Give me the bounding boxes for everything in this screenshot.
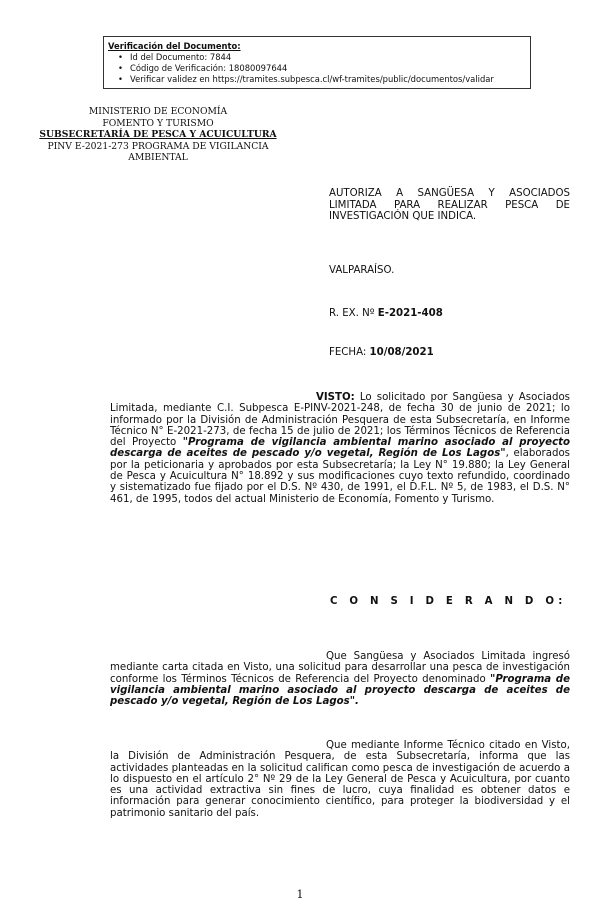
- p2-text: Que mediante Informe Técnico citado en Visto, la División de Administración Pesquera, de esta Subsecretaría, informa que las actividades planteadas en la solicitud califican como pesca de investigación de acuerdo a lo dispuesto en el artículo 2° Nº 29 de la Ley General de Pesca y Acuicultura, por cuanto es una actividad extractiva sin fines de lucro, cuya finalidad es obtener datos e información para generar conocimiento científico, para proteger la biodiversidad y el patrimonio sanitario del país.: [110, 740, 570, 819]
- visto-text-1: Lo solicitado por Sangüesa y Asociados Limitada, mediante C.I. Subpesca E-PINV-2021-248, de fecha 30 de junio de 2021; lo informado por la División de Administración Pesquera de esta Subsecretaría, en Informe Técnico N° E-2021-273, de fecha 15 de julio de 2021; los Términos Técnicos de Referencia del Proyecto: [110, 392, 570, 449]
- verification-url[interactable]: • Verificar validez en https://tramites.subpesca.cl/wf-tramites/public/documentos/validar: [130, 74, 526, 85]
- considerando-heading: C O N S I D E R A N D O:: [330, 596, 567, 607]
- program-line-2: AMBIENTAL: [128, 152, 188, 164]
- subsecretaria-name: SUBSECRETARÍA DE PESCA Y ACUICULTURA: [39, 129, 277, 141]
- ministry-line-2: FOMENTO Y TURISMO: [102, 117, 214, 129]
- page-number: 1: [296, 888, 304, 901]
- considerando-paragraph-1: [110, 651, 570, 707]
- verification-list: [108, 52, 526, 85]
- verification-title: Verificación del Documento:: [108, 41, 241, 51]
- visto-text-2: , elaborados por la peticionaria y aprobados por esta Subsecretaría; la Ley N° 19.880; la Ley General de Pesca y Acuicultura N° 18.892 y sus modificaciones cuyo texto refundido, coordinado y sistematizado fue fijado por el D.S. Nº 430, de 1991, el D.F.L. Nº 5, de 1983, el D.S. N° 461, de 1995, todos del actual Ministerio de Economía, Fomento y Turismo.: [110, 448, 570, 505]
- city: VALPARAÍSO.: [329, 265, 395, 276]
- program-line-1: PINV E-2021-273 PROGRAMA DE VIGILANCIA: [47, 140, 269, 152]
- ministry-header: [28, 106, 288, 164]
- verification-box: [103, 36, 531, 89]
- document-id: • Id del Documento: 7844: [130, 52, 526, 63]
- p1-text: Que Sangüesa y Asociados Limitada ingresó mediante carta citada en Visto, una solicitud para desarrollar una pesca de investigación conforme los Términos Técnicos de Referencia del Proyecto denominado: [110, 651, 570, 685]
- fecha-label: FECHA:: [329, 347, 367, 358]
- resolution-number: [329, 308, 443, 319]
- verification-code: • Código de Verificación: 18080097644: [130, 63, 526, 74]
- resolution-date: [329, 347, 434, 358]
- ministry-line-1: MINISTERIO DE ECONOMÍA: [88, 106, 228, 117]
- resolution-summary: AUTORIZA A SANGÜESA Y ASOCIADOS LIMITADA PARA REALIZAR PESCA DE INVESTIGACIÓN QUE INDICA.: [329, 188, 570, 223]
- p1-project-title: "Programa de vigilancia ambiental marino asociado al proyecto descarga de aceites de pescado y/o vegetal, Región de Los Lagos".: [110, 673, 570, 708]
- rex-number: E-2021-408: [377, 308, 443, 319]
- rex-label: R. EX. Nº: [329, 308, 375, 319]
- visto-paragraph: [110, 392, 570, 505]
- fecha-value: 10/08/2021: [369, 347, 434, 358]
- visto-project-title: "Programa de vigilancia ambiental marino asociado al proyecto descarga de aceites de pescado y/o vegetal, Región de Los Lagos": [110, 437, 570, 460]
- considerando-paragraph-2: [110, 740, 570, 819]
- visto-label: VISTO:: [316, 392, 355, 403]
